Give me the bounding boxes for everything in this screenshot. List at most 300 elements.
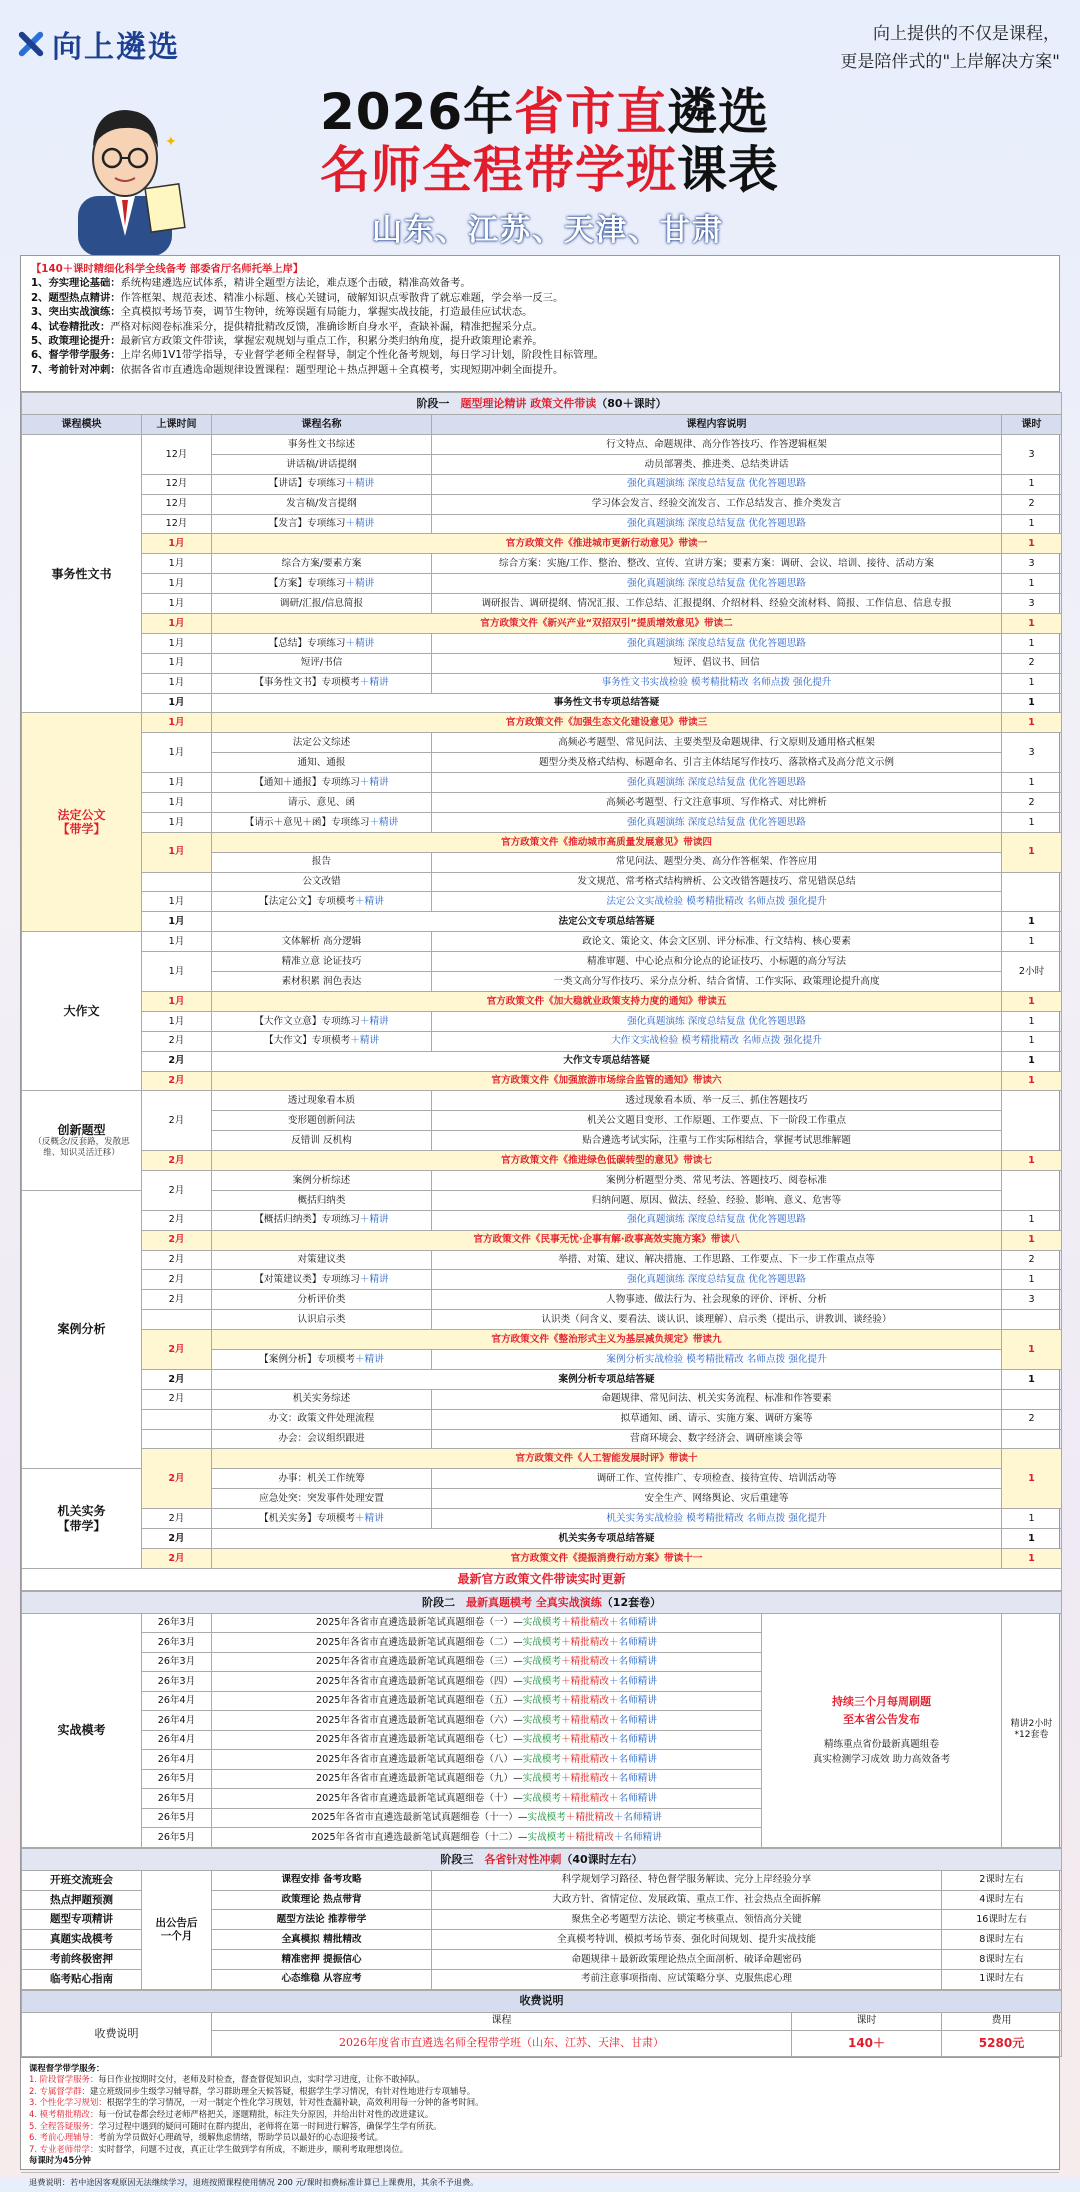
course-content: 题型分类及格式结构、标题命名、引言主体结尾写作技巧、落款格式及高分范文示例 xyxy=(432,753,1002,773)
time-cell: 2月 xyxy=(142,1091,212,1151)
policy-reading: 官方政策文件《推动城市高质量发展意见》带读四 xyxy=(212,832,1002,852)
mock-name: 2025年各省市直遴选最新笔试真题细卷（十二）—实战模考＋精批精改＋名师精讲 xyxy=(212,1828,762,1848)
sprint-row xyxy=(22,1870,1062,1890)
hours-cell xyxy=(1002,1170,1062,1210)
time-cell: 1月 xyxy=(142,991,212,1011)
time-cell: 26年4月 xyxy=(142,1711,212,1731)
table-row xyxy=(22,733,1062,753)
table-row xyxy=(22,514,1062,534)
module-cell: 实战模考 xyxy=(22,1613,142,1847)
course-content: 强化真题演练 深度总结复盘 优化答题思路 xyxy=(432,812,1002,832)
latest-update: 最新官方政策文件带读实时更新 xyxy=(22,1568,1062,1590)
regions: 山东、江苏、天津、甘肃 xyxy=(372,213,724,248)
hours-cell: 1 xyxy=(1002,693,1062,713)
hours-cell: 1 xyxy=(1002,514,1062,534)
table-row xyxy=(22,594,1062,614)
course-name: 【机关实务】专项模考＋精讲 xyxy=(212,1509,432,1529)
course-name: 公文改错 xyxy=(212,872,432,892)
hours-cell: 1 xyxy=(1002,1270,1062,1290)
course-content: 强化真题演练 深度总结复盘 优化答题思路 xyxy=(432,474,1002,494)
fee-table xyxy=(21,1990,1062,2057)
sprint-name: 题型方法论 推荐带学 xyxy=(212,1910,432,1930)
time-cell: 2月 xyxy=(142,1151,212,1171)
mock-name: 2025年各省市直遴选最新笔试真题细卷（七）—实战模考＋精批精改＋名师精讲 xyxy=(212,1730,762,1750)
mock-name: 2025年各省市直遴选最新笔试真题细卷（一）—实战模考＋精批精改＋名师精讲 xyxy=(212,1613,762,1633)
table-row xyxy=(22,1409,1062,1429)
hours-cell: 1 xyxy=(1002,633,1062,653)
summary-qa: 案例分析专项总结答疑 xyxy=(212,1369,1002,1389)
time-cell: 26年3月 xyxy=(142,1633,212,1653)
table-row xyxy=(22,653,1062,673)
hours-cell: 3 xyxy=(1002,1290,1062,1310)
table-row xyxy=(22,574,1062,594)
mock-name: 2025年各省市直遴选最新笔试真题细卷（六）—实战模考＋精批精改＋名师精讲 xyxy=(212,1711,762,1731)
intro-item: 3、突出实战演练：全真模拟考场节奏，调节生物钟，统筹误题有局能力，掌握实战技能，打造最佳应试状态。 xyxy=(31,306,533,319)
course-name: 【发言】专项练习＋精讲 xyxy=(212,514,432,534)
course-name: 【讲话】专项练习＋精讲 xyxy=(212,474,432,494)
table-row xyxy=(22,1270,1062,1290)
hours-cell: 1 xyxy=(1002,912,1062,932)
table-row xyxy=(22,1429,1062,1449)
course-content: 机关实务实战检验 模考精批精改 名师点拨 强化提升 xyxy=(432,1509,1002,1529)
policy-reading: 官方政策文件《加强生态文化建设意见》带读三 xyxy=(212,713,1002,733)
course-name: 【事务性文书】专项模考＋精讲 xyxy=(212,673,432,693)
table-row xyxy=(22,872,1062,892)
course-name: 【总结】专项练习＋精讲 xyxy=(212,633,432,653)
course-content: 发文规范、常考格式结构辨析、公文改错答题技巧、常见错误总结 xyxy=(432,872,1002,892)
table-row xyxy=(22,1330,1062,1350)
mock-name: 2025年各省市直遴选最新笔试真题细卷（十）—实战模考＋精批精改＋名师精讲 xyxy=(212,1789,762,1809)
service-item: 4. 模考精批精改：每一份试卷都会经过老师严格把关，逐题精批，标注失分原因，并给出针对性的改进建议。 xyxy=(29,2108,434,2119)
course-content: 强化真题演练 深度总结复盘 优化答题思路 xyxy=(432,514,1002,534)
course-name: 办事：机关工作统筹 xyxy=(212,1469,432,1489)
course-content: 短评、倡议书、回信 xyxy=(432,653,1002,673)
course-name: 【案例分析】专项模考＋精讲 xyxy=(212,1349,432,1369)
hours-cell: 1 xyxy=(1002,534,1062,554)
course-content: 认识类（问含义、要看法、谈认识、谈理解）、启示类（提出示、讲教训、谈经验） xyxy=(432,1310,1002,1330)
summary-qa: 法定公文专项总结答疑 xyxy=(212,912,1002,932)
time-cell: 2月 xyxy=(142,1330,212,1370)
time-cell: 1月 xyxy=(142,812,212,832)
title-line1: 2026年省市直遴选 xyxy=(320,83,770,141)
sprint-hours: 4课时左右 xyxy=(942,1890,1062,1910)
course-name: 概括归纳类 xyxy=(212,1190,432,1210)
course-content: 常见问法、题型分类、高分作答框架、作答应用 xyxy=(432,852,1002,872)
hours-cell: 2 xyxy=(1002,793,1062,813)
sprint-module: 题型专项精讲 xyxy=(22,1910,142,1930)
course-content: 强化真题演练 深度总结复盘 优化答题思路 xyxy=(432,1011,1002,1031)
intro-item: 4、试卷精批改：严格对标阅卷标准采分，提供精批精改反馈，准确诊断自身水平，查缺补漏，精准把握采分点。 xyxy=(31,320,543,333)
time-cell: 1月 xyxy=(142,673,212,693)
course-name: 案例分析综述 xyxy=(212,1170,432,1190)
sprint-module: 热点押题预测 xyxy=(22,1890,142,1910)
time-cell: 26年4月 xyxy=(142,1730,212,1750)
sprint-hours: 8课时左右 xyxy=(942,1930,1062,1950)
time-cell xyxy=(142,872,212,892)
course-name: 应急处突：突发事件处理安置 xyxy=(212,1489,432,1509)
sprint-when: 出公告后 一个月 xyxy=(142,1870,212,1989)
title-line2: 名师全程带学班课表 xyxy=(320,141,779,199)
hours-cell: 3 xyxy=(1002,733,1062,773)
sprint-content: 命题规律＋最新政策理论热点全面剖析、破译命题密码 xyxy=(432,1949,942,1969)
time-cell: 2月 xyxy=(142,1509,212,1529)
time-cell: 1月 xyxy=(142,554,212,574)
course-content: 调研报告、调研提纲、情况汇报、工作总结、汇报提纲、介绍材料、经验交流材料、简报、工作信息、信息专报 xyxy=(432,594,1002,614)
table-row xyxy=(22,1091,1062,1111)
sprint-content: 考前注意事项指南、应试策略分享、克服焦虑心理 xyxy=(432,1969,942,1989)
intro-item: 6、督学带学服务：上岸名师1V1带学指导，专业督学老师全程督导，制定个性化备考规划，每日学习计划，阶段性目标管理。 xyxy=(31,349,605,362)
table-row xyxy=(22,952,1062,972)
time-cell: 1月 xyxy=(142,952,212,992)
table-row xyxy=(22,474,1062,494)
table-row xyxy=(22,1369,1062,1389)
course-content: 精准审题、中心论点和分论点的论证技巧、小标题的高分写法 xyxy=(432,952,1002,972)
hours-cell: 2 xyxy=(1002,1250,1062,1270)
time-cell: 26年4月 xyxy=(142,1691,212,1711)
brand-name: 向上遴选 xyxy=(52,30,180,65)
time-cell: 1月 xyxy=(142,832,212,872)
time-cell: 2月 xyxy=(142,1051,212,1071)
sprint-content: 科学规划学习路径、特色督学服务解读、完分上岸经验分享 xyxy=(432,1870,942,1890)
time-cell: 2月 xyxy=(142,1170,212,1210)
hours-cell: 1 xyxy=(1002,1031,1062,1051)
mock-name: 2025年各省市直遴选最新笔试真题细卷（九）—实战模考＋精批精改＋名师精讲 xyxy=(212,1769,762,1789)
sprint-hours: 8课时左右 xyxy=(942,1949,1062,1969)
course-content: 高频必考题型、常见问法、主要类型及命题规律、行文原则及通用格式框架 xyxy=(432,733,1002,753)
table-row xyxy=(22,1051,1062,1071)
course-name: 反错训 反机构 xyxy=(212,1131,432,1151)
fee-h-fee: 费用 xyxy=(942,2012,1062,2030)
time-cell: 1月 xyxy=(142,653,212,673)
intro xyxy=(21,256,1059,392)
time-cell: 26年3月 xyxy=(142,1672,212,1692)
service-tail: 每课时为45分钟 xyxy=(29,2155,91,2166)
intro-item: 1、夯实理论基础：系统构建遴选应试体系，精讲全题型方法论，难点逐个击破，精准高效备考。 xyxy=(31,277,471,290)
module-cell: 大作文 xyxy=(22,932,142,1091)
time-cell: 26年3月 xyxy=(142,1613,212,1633)
course-content: 一类文高分写作技巧、采分点分析、结合省情、工作实际、政策理论提升高度 xyxy=(432,972,1002,992)
brand-mark-icon xyxy=(16,30,44,58)
course-name: 报告 xyxy=(212,852,432,872)
table-row xyxy=(22,435,1062,455)
time-cell: 26年5月 xyxy=(142,1789,212,1809)
hours-cell xyxy=(1002,1310,1062,1330)
time-cell: 1月 xyxy=(142,912,212,932)
mock-name: 2025年各省市直遴选最新笔试真题细卷（十一）—实战模考＋精批精改＋名师精讲 xyxy=(212,1808,762,1828)
hours-cell xyxy=(1002,1091,1062,1151)
course-name: 【大作文】专项模考＋精讲 xyxy=(212,1031,432,1051)
time-cell: 1月 xyxy=(142,693,212,713)
phase1-table xyxy=(21,392,1062,1591)
mock-hours: 精讲2小时 *12套卷 xyxy=(1002,1613,1062,1847)
module-cell: 机关实务 【带学】 xyxy=(22,1469,142,1568)
table-row xyxy=(22,1031,1062,1051)
table-row xyxy=(22,1310,1062,1330)
time-cell: 12月 xyxy=(142,435,212,475)
course-name: 办文：政策文件处理流程 xyxy=(212,1409,432,1429)
module-cell: 创新题型 （反概念/反套路，发散思维、知识灵活迁移） xyxy=(22,1091,142,1190)
phase2-header: 阶段二 最新真题模考 全真实战演练（12套卷） xyxy=(22,1591,1062,1613)
hours-cell: 1 xyxy=(1002,1548,1062,1568)
hours-cell xyxy=(1002,1389,1062,1409)
header xyxy=(0,0,1080,250)
time-cell: 2月 xyxy=(142,1230,212,1250)
mock-name: 2025年各省市直遴选最新笔试真题细卷（四）—实战模考＋精批精改＋名师精讲 xyxy=(212,1672,762,1692)
sprint-hours: 16课时左右 xyxy=(942,1910,1062,1930)
hours-cell: 1 xyxy=(1002,1369,1062,1389)
course-content: 营商环境会、数字经济会、调研座谈会等 xyxy=(432,1429,1002,1449)
hours-cell: 3 xyxy=(1002,435,1062,475)
time-cell: 2月 xyxy=(142,1250,212,1270)
sprint-module: 开班交流班会 xyxy=(22,1870,142,1890)
hours-cell: 3 xyxy=(1002,554,1062,574)
time-cell: 1月 xyxy=(142,534,212,554)
course-name: 发言稿/发言提纲 xyxy=(212,494,432,514)
table-row xyxy=(22,1389,1062,1409)
time-cell: 1月 xyxy=(142,713,212,733)
service-item: 3. 个性化学习规划：根据学生的学习情况，一对一制定个性化学习规划，针对性查漏补缺，高效利用每一分钟的备考时间。 xyxy=(29,2097,484,2108)
hours-cell: 1 xyxy=(1002,474,1062,494)
course-name: 【请示＋意见＋函】专项练习＋精讲 xyxy=(212,812,432,832)
time-cell: 1月 xyxy=(142,614,212,634)
hours-cell: 1 xyxy=(1002,1509,1062,1529)
service-item: 5. 全程答疑服务：学习过程中遇到的疑问可随时在群内提出，老师将在第一时间进行解答，确保学生学有所获。 xyxy=(29,2120,442,2131)
table-row xyxy=(22,1509,1062,1529)
table-row xyxy=(22,1170,1062,1190)
hours-cell: 1 xyxy=(1002,832,1062,872)
slogan xyxy=(840,20,1060,76)
hours-cell xyxy=(1002,872,1062,912)
hours-cell: 2 xyxy=(1002,1409,1062,1429)
policy-reading: 官方政策文件《民事无忧·企事有解·政事高效实施方案》带读八 xyxy=(212,1230,1002,1250)
course-name: 对策建议类 xyxy=(212,1250,432,1270)
course-content: 强化真题演练 深度总结复盘 优化答题思路 xyxy=(432,633,1002,653)
course-content: 高频必考题型、行文注意事项、写作格式、对比辨析 xyxy=(432,793,1002,813)
intro-item: 7、考前针对冲刺：依据各省市直遴选命题规律设置课程：题型理论＋热点押题＋全真模考，实现短期冲刺全面提升。 xyxy=(31,363,564,376)
course-content: 安全生产、网络舆论、灾后重建等 xyxy=(432,1489,1002,1509)
course-content: 事务性文书实战检验 模考精批精改 名师点拨 强化提升 xyxy=(432,673,1002,693)
mock-name: 2025年各省市直遴选最新笔试真题细卷（二）—实战模考＋精批精改＋名师精讲 xyxy=(212,1633,762,1653)
hours-cell: 2小时 xyxy=(1002,952,1062,992)
course-content: 举措、对策、建议、解决措施、工作思路、工作要点、下一步工作重点点等 xyxy=(432,1250,1002,1270)
service-item: 6. 考前心理辅导：考前为学员做好心理疏导，缓解焦虑情绪，帮助学员以最好的心态迎接考试。 xyxy=(29,2132,384,2143)
course-name: 分析评价类 xyxy=(212,1290,432,1310)
table-row xyxy=(22,1210,1062,1230)
sprint-content: 聚焦全必考题型方法论、锁定考核重点、领悟高分关键 xyxy=(432,1910,942,1930)
course-content: 案例分析实战检验 模考精批精改 名师点拨 强化提升 xyxy=(432,1349,1002,1369)
policy-reading: 官方政策文件《人工智能发展时评》带读十 xyxy=(212,1449,1002,1469)
policy-reading: 官方政策文件《加大稳就业政策支持力度的通知》带读五 xyxy=(212,991,1002,1011)
table-row xyxy=(22,832,1062,852)
time-cell: 26年5月 xyxy=(142,1828,212,1848)
hours-cell: 1 xyxy=(1002,991,1062,1011)
course-name: 变形题创新问法 xyxy=(212,1111,432,1131)
course-name: 【法定公文】专项模考＋精讲 xyxy=(212,892,432,912)
time-cell: 2月 xyxy=(142,1270,212,1290)
time-cell: 12月 xyxy=(142,514,212,534)
phase2-table xyxy=(21,1591,1062,1848)
table-row xyxy=(22,1290,1062,1310)
time-cell: 26年5月 xyxy=(142,1769,212,1789)
table-row xyxy=(22,494,1062,514)
course-name: 综合方案/要素方案 xyxy=(212,554,432,574)
course-content: 行文特点、命题规律、高分作答技巧、作答逻辑框架 xyxy=(432,435,1002,455)
fee-label: 收费说明 xyxy=(22,2012,212,2056)
table-row xyxy=(22,773,1062,793)
hours-cell: 1 xyxy=(1002,812,1062,832)
sprint-name: 心态维稳 从容应考 xyxy=(212,1969,432,1989)
hours-cell: 1 xyxy=(1002,1330,1062,1370)
intro-item: 5、政策理论提升：最新官方政策文件带读，掌握宏观规划与重点工作，积累分类归纳角度，提升政策理论素养。 xyxy=(31,335,543,348)
mock-row xyxy=(22,1613,1062,1633)
hours-cell: 1 xyxy=(1002,1210,1062,1230)
course-content: 命题规律、常见问法、机关实务流程、标准和作答要素 xyxy=(432,1389,1002,1409)
fee-title: 收费说明 xyxy=(22,1990,1062,2012)
policy-reading: 官方政策文件《推进绿色低碳转型的意见》带读七 xyxy=(212,1151,1002,1171)
time-cell: 2月 xyxy=(142,1210,212,1230)
table-row xyxy=(22,693,1062,713)
time-cell xyxy=(142,1429,212,1449)
course-content: 拟草通知、函、请示、实施方案、调研方案等 xyxy=(432,1409,1002,1429)
mock-name: 2025年各省市直遴选最新笔试真题细卷（八）—实战模考＋精批精改＋名师精讲 xyxy=(212,1750,762,1770)
hours-cell: 1 xyxy=(1002,1528,1062,1548)
course-content: 强化真题演练 深度总结复盘 优化答题思路 xyxy=(432,574,1002,594)
course-name: 讲话稿/讲话提纲 xyxy=(212,454,432,474)
course-content: 学习体会发言、经验交流发言、工作总结发言、推介类发言 xyxy=(432,494,1002,514)
course-content: 调研工作、宣传推广、专项检查、接待宣传、培训活动等 xyxy=(432,1469,1002,1489)
slogan-line2: 更是陪伴式的"上岸解决方案" xyxy=(840,52,1060,72)
module-cell: 事务性文书 xyxy=(22,435,142,713)
sprint-content: 大政方针、省情定位、发展政策、重点工作、社会热点全面拆解 xyxy=(432,1890,942,1910)
time-cell: 26年3月 xyxy=(142,1652,212,1672)
course-content: 法定公文实战检验 模考精批精改 名师点拨 强化提升 xyxy=(432,892,1002,912)
course-name: 事务性文书综述 xyxy=(212,435,432,455)
course-name: 法定公文综述 xyxy=(212,733,432,753)
time-cell: 1月 xyxy=(142,773,212,793)
column-header: 课程模块 上课时间 课程名称 课程内容说明 课时 xyxy=(22,415,1062,435)
mock-note: 持续三个月每周刷题 至本省公告发布 精练重点省份最新真题组卷 真实检测学习成效 助力高效备考 xyxy=(762,1613,1002,1847)
schedule-sheet xyxy=(20,255,1060,2187)
time-cell: 2月 xyxy=(142,1031,212,1051)
phase3-header: 阶段三 各省针对性冲刺（40课时左右） xyxy=(22,1848,1062,1870)
sprint-name: 政策理论 热点带背 xyxy=(212,1890,432,1910)
sprint-hours: 2课时左右 xyxy=(942,1870,1062,1890)
table-row xyxy=(22,1011,1062,1031)
hours-cell: 1 xyxy=(1002,773,1062,793)
slogan-line1: 向上提供的不仅是课程， xyxy=(873,24,1060,44)
policy-reading: 官方政策文件《新兴产业“双招双引”提质增效意见》带读二 xyxy=(212,614,1002,634)
time-cell: 1月 xyxy=(142,793,212,813)
service-item: 7. 专业老师带学：实时督学，问题不过夜，真正让学生做到学有所成，不断进步，顺利考取理想岗位。 xyxy=(29,2143,409,2154)
course-name: 请示、意见、函 xyxy=(212,793,432,813)
brand-logo xyxy=(16,22,180,66)
table-row xyxy=(22,932,1062,952)
policy-reading: 官方政策文件《整治形式主义为基层减负规定》带读九 xyxy=(212,1330,1002,1350)
course-name: 【方案】专项练习＋精讲 xyxy=(212,574,432,594)
hours-cell: 1 xyxy=(1002,713,1062,733)
sprint-module: 真题实战模考 xyxy=(22,1930,142,1950)
hours-cell: 1 xyxy=(1002,932,1062,952)
policy-reading: 官方政策文件《提振消费行动方案》带读十一 xyxy=(212,1548,1002,1568)
time-cell: 1月 xyxy=(142,1011,212,1031)
policy-reading: 官方政策文件《加强旅游市场综合监管的通知》带读六 xyxy=(212,1071,1002,1091)
course-name: 【通知＋通报】专项练习＋精讲 xyxy=(212,773,432,793)
table-row xyxy=(22,614,1062,634)
time-cell: 2月 xyxy=(142,1449,212,1509)
time-cell: 1月 xyxy=(142,892,212,912)
time-cell: 12月 xyxy=(142,474,212,494)
hours-cell: 1 xyxy=(1002,1011,1062,1031)
sprint-hours: 1课时左右 xyxy=(942,1969,1062,1989)
fee-price: 5280元 xyxy=(942,2030,1062,2056)
course-name: 机关实务综述 xyxy=(212,1389,432,1409)
course-content: 大作文实战检验 模考精批精改 名师点拨 强化提升 xyxy=(432,1031,1002,1051)
time-cell: 1月 xyxy=(142,594,212,614)
summary-qa: 机关实务专项总结答疑 xyxy=(212,1528,1002,1548)
time-cell: 2月 xyxy=(142,1369,212,1389)
course-content: 归纳问题、原因、做法、经验、经验、影响、意义、危害等 xyxy=(432,1190,1002,1210)
policy-reading: 官方政策文件《推进城市更新行动意见》带读一 xyxy=(212,534,1002,554)
module-cell: 法定公文 【带学】 xyxy=(22,713,142,932)
table-row xyxy=(22,713,1062,733)
service-item: 2. 专属督学群：建立班级同步生级学习辅导群，学习群助理全天候答疑，根据学生学习情况，有针对性地进行专项辅导。 xyxy=(29,2085,476,2096)
sprint-name: 精准密押 提振信心 xyxy=(212,1949,432,1969)
hours-cell: 1 xyxy=(1002,1230,1062,1250)
course-name: 透过现象看本质 xyxy=(212,1091,432,1111)
service-head: 课程督学带学服务： xyxy=(29,2062,105,2073)
fee-course: 2026年度省市直遴选名师全程带学班（山东、江苏、天津、甘肃） xyxy=(212,2030,792,2056)
hours-cell: 1 xyxy=(1002,574,1062,594)
table-row xyxy=(22,534,1062,554)
sprint-module: 考前终极密押 xyxy=(22,1949,142,1969)
time-cell: 1月 xyxy=(142,733,212,773)
table-row xyxy=(22,912,1062,932)
course-name: 短评/书信 xyxy=(212,653,432,673)
table-row xyxy=(22,633,1062,653)
hours-cell: 1 xyxy=(1002,1071,1062,1091)
sprint-name: 全真模拟 精批精改 xyxy=(212,1930,432,1950)
table-row xyxy=(22,1449,1062,1469)
fee-hours: 140＋ xyxy=(792,2030,942,2056)
time-cell: 2月 xyxy=(142,1548,212,1568)
time-cell: 26年4月 xyxy=(142,1750,212,1770)
time-cell xyxy=(142,1310,212,1330)
table-row xyxy=(22,892,1062,912)
time-cell: 2月 xyxy=(142,1290,212,1310)
table-row xyxy=(22,1548,1062,1568)
time-cell: 1月 xyxy=(142,574,212,594)
course-name: 办会：会议组织跟进 xyxy=(212,1429,432,1449)
course-content: 政论文、策论文、体会文区别、评分标准、行文结构、核心要素 xyxy=(432,932,1002,952)
hours-cell: 3 xyxy=(1002,594,1062,614)
course-name: 认识启示类 xyxy=(212,1310,432,1330)
table-row xyxy=(22,1528,1062,1548)
service-item: 1. 阶段督学服务：每日作业按期时交付，老师及时检查，督查督促知识点，实时学习进度，让你不敢掉队。 xyxy=(29,2074,425,2085)
time-cell: 2月 xyxy=(142,1389,212,1409)
service-notes xyxy=(21,2057,1059,2172)
hours-cell: 1 xyxy=(1002,1151,1062,1171)
hours-cell: 1 xyxy=(1002,614,1062,634)
intro-item: 2、题型热点精讲：作答框架、规范表述、精准小标题、核心关键词，破解知识点零散背了就忘难题，学会举一反三。 xyxy=(31,291,564,304)
course-content: 综合方案：实施/工作、整治、整改、宣传、宣讲方案；要素方案：调研、会议、培训、接待、活动方案 xyxy=(432,554,1002,574)
hours-cell: 2 xyxy=(1002,653,1062,673)
course-name: 【概括归纳类】专项练习＋精讲 xyxy=(212,1210,432,1230)
course-name: 素材积累 润色表达 xyxy=(212,972,432,992)
table-row xyxy=(22,1250,1062,1270)
time-cell: 2月 xyxy=(142,1071,212,1091)
table-row xyxy=(22,673,1062,693)
table-row xyxy=(22,554,1062,574)
